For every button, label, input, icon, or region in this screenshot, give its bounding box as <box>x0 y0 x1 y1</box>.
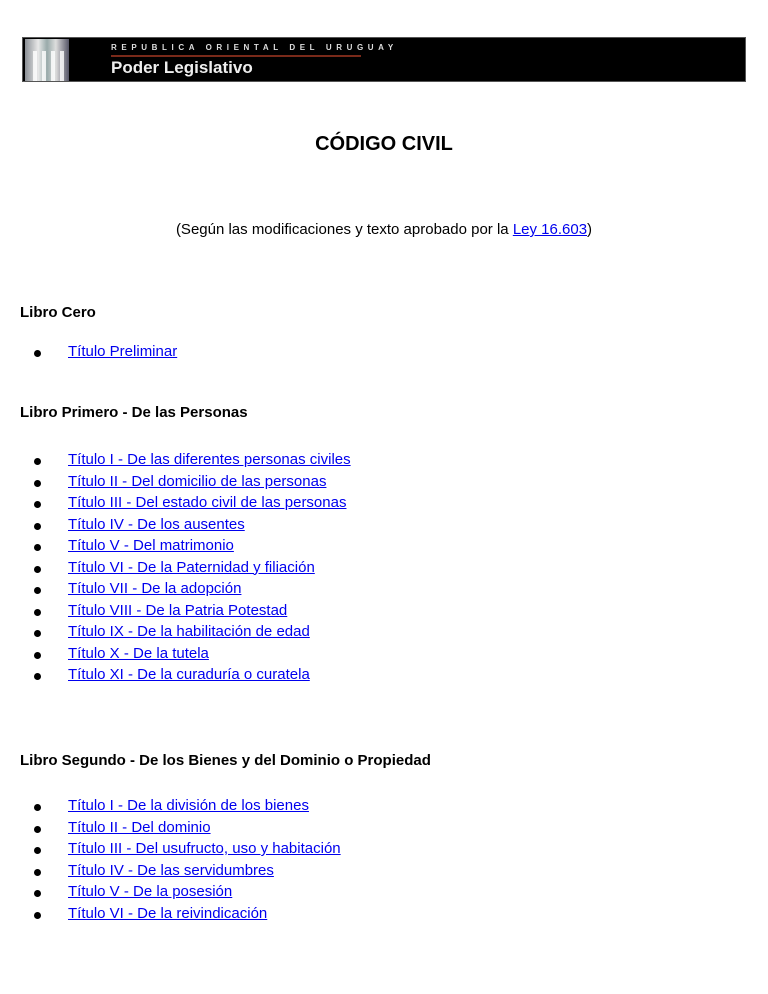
page-title: CÓDIGO CIVIL <box>315 133 453 155</box>
building-logo-image <box>25 39 69 81</box>
book-list <box>0 449 351 686</box>
title-link[interactable]: Título XI - De la curaduría o curatela <box>68 666 310 683</box>
title-link[interactable]: Título VI - De la Paternidad y filiación <box>68 558 315 576</box>
list-item <box>0 514 351 536</box>
title-link[interactable]: Título X - De la tutela <box>68 644 209 662</box>
title-link[interactable]: Título IV - De los ausentes <box>68 515 245 533</box>
title-link[interactable]: Título I - De las diferentes personas civiles <box>68 451 351 468</box>
list-item <box>0 341 177 363</box>
list-item <box>0 860 341 882</box>
list-item <box>0 557 351 579</box>
title-link[interactable]: Título VII - De la adopción <box>68 580 242 597</box>
list-item <box>0 535 351 557</box>
book-list <box>0 795 341 924</box>
list-item <box>0 449 351 471</box>
list-item <box>0 881 341 903</box>
title-link[interactable]: Título VI - De la reivindicación <box>68 904 268 922</box>
list-item <box>0 817 341 839</box>
list-item <box>0 643 351 665</box>
banner-divider <box>111 55 361 57</box>
banner-org: Poder Legislativo <box>111 58 253 77</box>
banner-country: REPUBLICA ORIENTAL DEL URUGUAY <box>111 43 398 52</box>
book-heading: Libro Primero - De las Personas <box>20 404 248 421</box>
title-link[interactable]: Título IX - De la habilitación de edad <box>68 623 310 640</box>
book-list <box>0 341 177 363</box>
subtitle-close: ) <box>587 221 593 238</box>
ley-link[interactable]: Ley 16.603 <box>512 221 588 238</box>
list-item <box>0 903 341 925</box>
title-link[interactable]: Título V - De la posesión <box>68 883 233 900</box>
list-item <box>0 492 351 514</box>
subtitle <box>0 221 768 238</box>
title-link[interactable]: Título III - Del usufructo, uso y habitación <box>68 840 341 857</box>
title-link[interactable]: Título VIII - De la Patria Potestad <box>68 601 288 619</box>
list-item <box>0 838 341 860</box>
list-item <box>0 600 351 622</box>
list-item <box>0 621 351 643</box>
list-item <box>0 471 351 493</box>
title-link[interactable]: Título III - Del estado civil de las personas <box>68 494 347 511</box>
title-link[interactable]: Título V - Del matrimonio <box>68 537 234 554</box>
title-link[interactable]: Título IV - De las servidumbres <box>68 861 274 879</box>
title-link[interactable]: Título I - De la división de los bienes <box>68 797 309 814</box>
subtitle-text: (Según las modificaciones y texto aprobado por la <box>175 221 513 238</box>
book-heading: Libro Cero <box>20 304 96 321</box>
title-link[interactable]: Título II - Del dominio <box>68 818 211 836</box>
title-link[interactable]: Título Preliminar <box>68 343 178 360</box>
list-item <box>0 664 351 686</box>
header-banner <box>22 37 746 82</box>
list-item <box>0 578 351 600</box>
book-heading: Libro Segundo - De los Bienes y del Dominio o Propiedad <box>20 752 431 769</box>
title-link[interactable]: Título II - Del domicilio de las personas <box>68 472 327 490</box>
list-item <box>0 795 341 817</box>
